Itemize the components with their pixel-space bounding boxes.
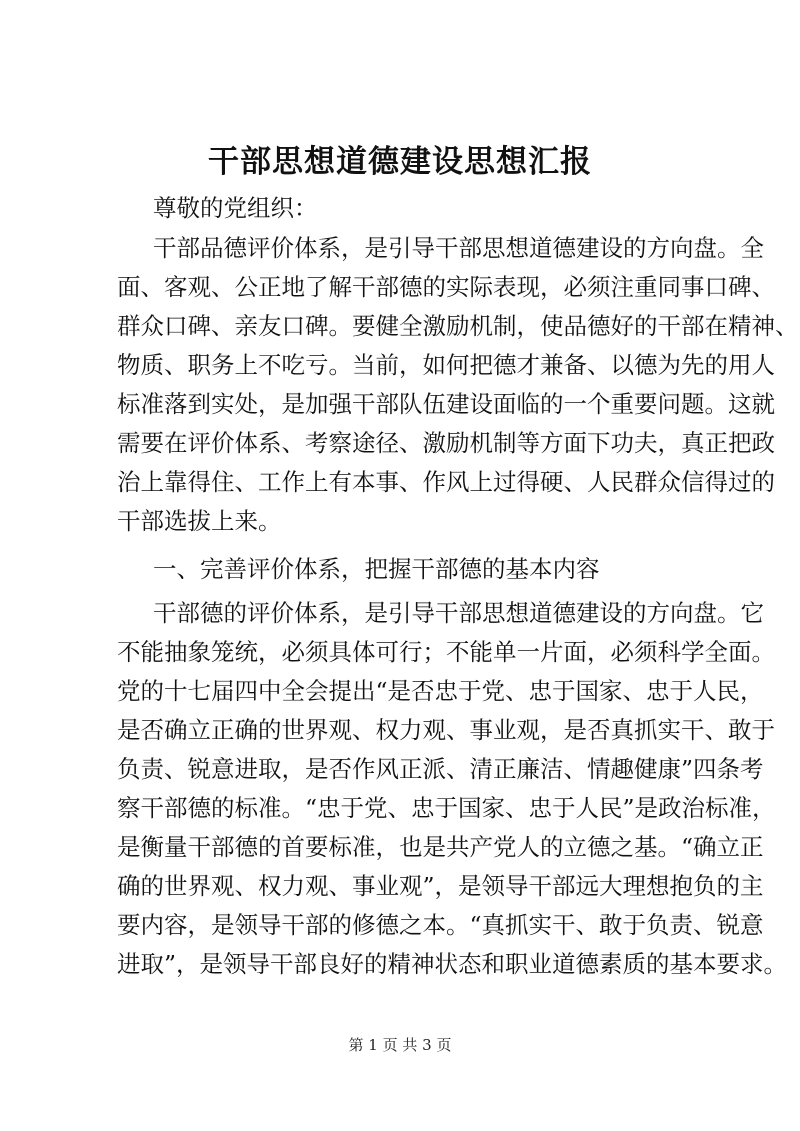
paragraph-2-line-3: 党的十七届四中全会提出“是否忠于党、忠于国家、忠于人民， [117,677,764,705]
paragraph-2-line-6: 察干部德的标准。“忠于党、忠于国家、忠于人民”是政治标准， [117,794,776,822]
section-heading-1: 一、完善评价体系，把握干部德的基本内容 [153,555,600,583]
page-number-footer: 第 1 页 共 3 页 [348,1036,452,1054]
paragraph-2-line-9: 要内容，是领导干部的修德之本。“真抓实干、敢于负责、锐意 [117,911,764,939]
paragraph-1-line-1: 干部品德评价体系，是引导干部思想道德建设的方向盘。全 [153,234,764,262]
paragraph-2-line-4: 是否确立正确的世界观、权力观、事业观，是否真抓实干、敢于 [117,716,775,744]
salutation: 尊敬的党组织： [153,194,318,222]
paragraph-1-line-6: 需要在评价体系、考察途径、激励机制等方面下功夫，真正把政 [117,429,775,457]
document-title: 干部思想道德建设思想汇报 [208,144,592,180]
paragraph-1-line-2: 面、客观、公正地了解干部德的实际表现，必须注重同事口碑、 [117,273,775,301]
paragraph-2-line-2: 不能抽象笼统，必须具体可行；不能单一片面，必须科学全面。 [117,638,775,666]
paragraph-2-line-5: 负责、锐意进取，是否作风正派、清正廉洁、情趣健康”四条考 [117,755,764,783]
paragraph-2-line-10: 进取”，是领导干部良好的精神状态和职业道德素质的基本要求。 [117,950,788,978]
paragraph-1-line-7: 治上靠得住、工作上有本事、作风上过得硬、人民群众信得过的 [117,468,775,496]
paragraph-2-line-7: 是衡量干部德的首要标准，也是共产党人的立德之基。“确立正 [117,833,764,861]
paragraph-1-line-4: 物质、职务上不吃亏。当前，如何把德才兼备、以德为先的用人 [117,351,775,379]
paragraph-1-line-8: 干部选拔上来。 [117,507,282,535]
paragraph-1-line-5: 标准落到实处，是加强干部队伍建设面临的一个重要问题。这就 [117,390,775,418]
paragraph-2-line-1: 干部德的评价体系，是引导干部思想道德建设的方向盘。它 [153,599,764,627]
paragraph-1-line-3: 群众口碑、亲友口碑。要健全激励机制，使品德好的干部在精神、 [117,312,799,340]
paragraph-2-line-8: 确的世界观、权力观、事业观”，是领导干部远大理想抱负的主 [117,872,764,900]
